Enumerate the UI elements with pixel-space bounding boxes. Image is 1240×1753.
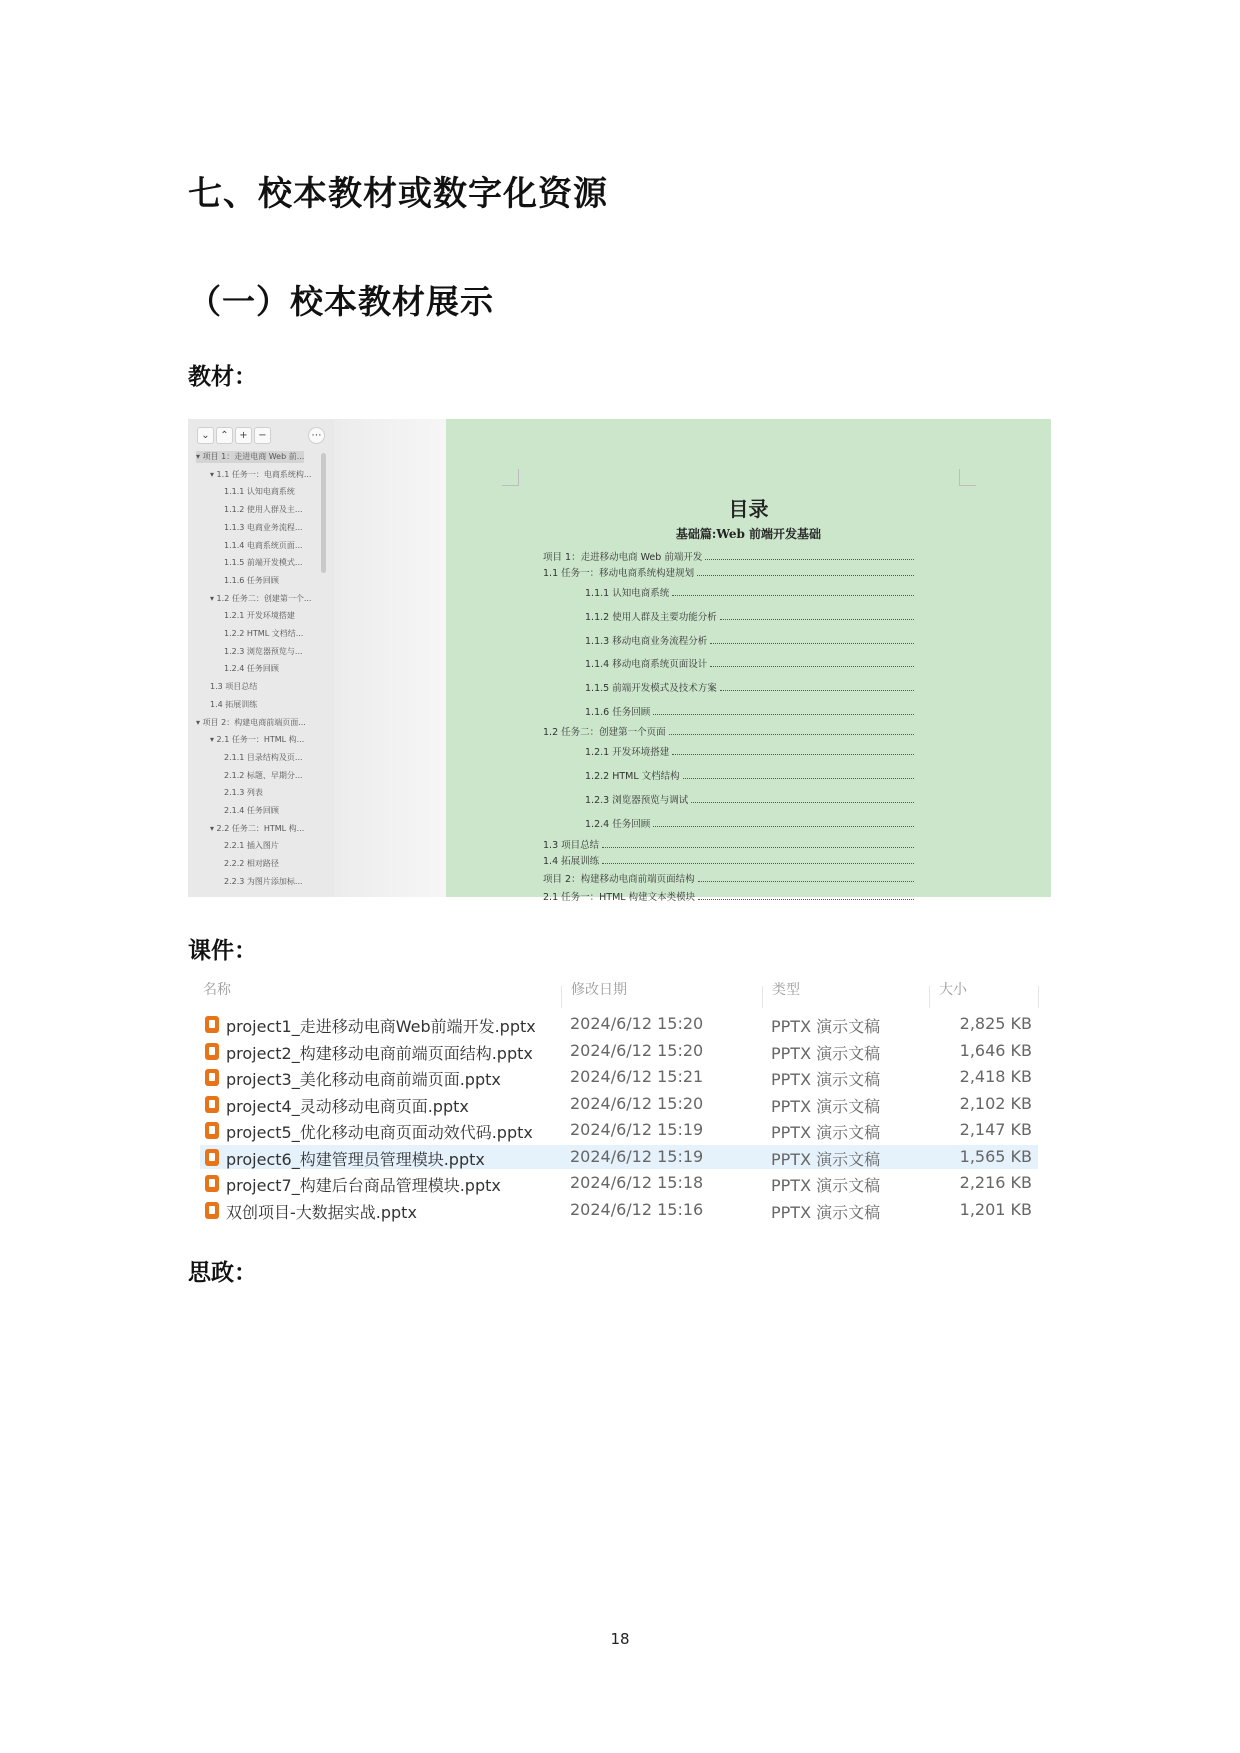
file-size: 1,565 KB [959,1146,1032,1166]
file-modified-date: 2024/6/12 15:18 [570,1173,704,1192]
nav-tree-item[interactable]: 1.1.1 认知电商系统 [224,487,295,497]
toc-leader-dots [691,802,914,803]
toc-subtitle: 基础篇:Web 前端开发基础 [675,527,822,541]
navigation-scrollbar[interactable] [321,453,326,573]
file-name: project4_灵动移动电商页面.pptx [226,1096,469,1116]
toc-leader-dots [720,619,914,620]
nav-tree-item[interactable]: 1.2.2 HTML 文档结... [224,629,304,638]
file-name: project7_构建后台商品管理模块.pptx [226,1176,501,1195]
nav-tree-item[interactable]: 1.2.1 开发环境搭建 [224,611,295,621]
nav-tree-item[interactable]: 1.1.4 电商系统页面... [224,540,303,550]
textbook-screenshot [188,419,1051,903]
pane-divider [334,419,446,897]
toc-entry[interactable] [585,816,916,830]
file-modified-date: 2024/6/12 15:20 [570,1014,704,1033]
toc-entry-label: 1.2 任务二：创建第一个页面 [543,727,666,738]
pptx-file-icon [205,1043,219,1060]
section-heading: 七、校本教材或数字化资源 [188,174,608,214]
file-row[interactable] [200,1092,1038,1116]
toc-entry-label: 1.1 任务一：移动电商系统构建规划 [543,568,695,579]
toc-leader-dots [710,643,914,644]
file-name: project6_构建管理员管理模块.pptx [226,1149,485,1169]
toc-leader-dots [720,690,914,691]
file-row[interactable] [200,1118,1038,1142]
toc-entry-label: 1.2.1 开发环境搭建 [585,747,670,758]
pptx-file-icon [205,1202,219,1219]
toc-entry-label: 项目 1：走进移动电商 Web 前端开发 [543,552,703,563]
toc-title: 目录 [728,497,769,521]
toc-entry-label: 1.1.4 移动电商系统页面设计 [585,659,708,670]
toc-entry[interactable] [543,837,916,851]
nav-tree-item[interactable]: 1.1.6 任务回顾 [224,575,279,585]
remove-icon[interactable]: − [254,427,271,444]
file-type: PPTX 演示文稿 [771,1017,881,1036]
file-type: PPTX 演示文稿 [771,1149,881,1169]
toc-entry-label: 1.2.3 浏览器预览与调试 [585,795,689,806]
toc-entry[interactable] [543,565,916,579]
toc-entry[interactable] [585,633,916,647]
toc-entry-label: 1.4 拓展训练 [543,856,600,867]
file-modified-date: 2024/6/12 15:20 [570,1040,704,1060]
toc-entry-label: 1.3 项目总结 [543,840,600,851]
file-modified-date: 2024/6/12 15:20 [570,1093,704,1113]
toc-entry-label: 1.2.4 任务回顾 [585,819,651,830]
toc-leader-dots [683,778,914,779]
pptx-file-icon [205,1149,219,1166]
file-modified-date: 2024/6/12 15:19 [570,1120,704,1139]
toc-entry-label: 1.2.2 HTML 文档结构 [585,771,680,782]
toc-leader-dots [602,847,914,848]
pptx-file-icon [205,1069,219,1086]
more-options-icon[interactable]: ⋯ [308,427,325,444]
file-size: 2,102 KB [959,1093,1032,1113]
nav-tree-item[interactable]: 2.2.1 插入图片 [224,841,279,851]
toc-leader-dots [705,559,914,560]
file-name: project2_构建移动电商前端页面结构.pptx [226,1043,533,1063]
toc-entry[interactable] [585,585,916,599]
toc-entry[interactable] [585,744,916,758]
nav-tree-item[interactable]: ▾ 项目 1：走进电商 Web 前... [196,452,305,461]
file-name: 双创项目-大数据实战.pptx [226,1202,417,1222]
nav-tree-item[interactable]: 1.2.3 浏览器预览与... [224,646,303,656]
document-page [446,419,1051,903]
toc-entry[interactable] [543,549,916,563]
file-modified-date: 2024/6/12 15:16 [570,1199,704,1219]
toc-leader-dots [697,575,914,576]
nav-tree-item[interactable]: 1.1.5 前端开发模式... [224,558,303,568]
toc-entry[interactable] [543,889,916,903]
margin-mark [502,469,519,486]
file-type: PPTX 演示文稿 [771,1176,881,1195]
file-modified-date: 2024/6/12 15:19 [570,1146,704,1166]
file-size: 1,201 KB [959,1199,1032,1219]
file-type: PPTX 演示文稿 [771,1202,881,1222]
toc-leader-dots [698,881,914,882]
column-header-name[interactable]: 名称 [203,982,231,998]
page-number: 18 [610,1630,630,1648]
file-size: 2,147 KB [959,1120,1032,1139]
file-name: project5_优化移动电商页面动效代码.pptx [226,1123,533,1142]
nav-tree-item[interactable]: 2.2.2 相对路径 [224,859,279,869]
toc-leader-dots [653,714,914,715]
toc-entry-label: 1.1.2 使用人群及主要功能分析 [585,612,717,623]
file-type: PPTX 演示文稿 [771,1123,881,1142]
chevron-up-icon[interactable]: ⌃ [216,427,233,444]
nav-tree-item[interactable]: 1.3 项目总结 [210,682,258,692]
file-type: PPTX 演示文稿 [771,1070,881,1089]
toc-entry[interactable] [585,792,916,806]
textbook-label: 教材： [188,364,257,390]
navigation-pane [188,419,334,897]
margin-mark [959,469,976,486]
nav-tree-item[interactable]: 2.1.2 标题、早期分... [224,770,303,780]
file-row[interactable] [200,1039,1038,1063]
toc-leader-dots [698,899,914,900]
nav-tree-item[interactable]: 1.1.3 电商业务流程... [224,522,303,532]
toc-entry-label: 1.1.1 认知电商系统 [585,588,670,599]
toc-entry-label: 1.1.3 移动电商业务流程分析 [585,636,708,647]
ideology-label: 思政： [188,1260,257,1286]
toc-entry-label: 1.1.6 任务回顾 [585,707,651,718]
toc-leader-dots [669,734,914,735]
file-row[interactable] [200,1065,1038,1089]
file-row[interactable] [200,1171,1038,1195]
column-divider[interactable] [929,986,930,1008]
toc-leader-dots [672,754,914,755]
nav-tree-item[interactable]: 1.1.2 使用人群及主... [224,505,303,515]
file-name: project1_走进移动电商Web前端开发.pptx [226,1017,536,1036]
file-size: 2,825 KB [959,1014,1032,1033]
nav-tree-item[interactable]: 2.1.3 列表 [224,788,263,798]
nav-tree-item[interactable]: 1.4 拓展训练 [210,699,258,709]
nav-tree-item[interactable]: 2.1.4 任务回顾 [224,806,279,815]
toc-leader-dots [602,863,914,864]
file-size: 2,418 KB [959,1067,1032,1086]
toc-leader-dots [653,826,914,827]
file-type: PPTX 演示文稿 [771,1043,881,1063]
nav-tree-item[interactable]: 1.2.4 任务回顾 [224,664,279,674]
courseware-file-list [188,982,1044,1236]
toc-entry-label: 项目 2：构建移动电商前端页面结构 [543,874,695,885]
file-size: 2,216 KB [959,1173,1032,1192]
column-divider[interactable] [561,986,562,1008]
nav-tree-item[interactable]: ▾ 1.1 任务一：电商系统构... [210,469,312,479]
file-modified-date: 2024/6/12 15:21 [570,1067,704,1086]
file-type: PPTX 演示文稿 [771,1096,881,1116]
pptx-file-icon [205,1096,219,1113]
toc-entry[interactable] [543,853,916,867]
nav-tree-item[interactable]: 2.2.3 为图片添加标... [224,876,303,886]
navigation-toolbar [194,425,328,445]
toc-entry[interactable] [585,680,916,694]
column-header-size[interactable]: 大小 [939,982,967,998]
file-row[interactable] [200,1012,1038,1036]
nav-tree-item[interactable]: ▾ 项目 2：构建电商前端页面... [196,717,306,727]
column-divider[interactable] [1038,986,1039,1008]
column-divider[interactable] [762,986,763,1008]
chevron-down-icon[interactable]: ⌄ [197,427,214,444]
pptx-file-icon [205,1122,219,1139]
toc-leader-dots [710,666,914,667]
file-name: project3_美化移动电商前端页面.pptx [226,1070,501,1089]
toc-leader-dots [672,595,914,596]
subsection-heading: （一）校本教材展示 [188,282,494,321]
nav-tree-item[interactable]: ▾ 1.2 任务二：创建第一个... [210,593,312,603]
toc-entry-label: 1.1.5 前端开发模式及技术方案 [585,683,717,694]
toc-entry[interactable] [585,609,916,623]
file-size: 1,646 KB [959,1040,1032,1060]
courseware-label: 课件： [188,938,257,964]
pptx-file-icon [205,1175,219,1192]
column-header-type[interactable]: 类型 [772,982,800,998]
toc-entry[interactable] [543,871,916,885]
toc-entry[interactable] [543,724,916,738]
file-row[interactable] [200,1145,1038,1169]
file-row[interactable] [200,1198,1038,1222]
nav-tree-item[interactable]: ▾ 2.1 任务一：HTML 构... [210,735,305,745]
nav-tree-item[interactable]: 2.1.1 目录结构及页... [224,752,303,762]
toc-entry[interactable] [585,704,916,718]
pptx-file-icon [205,1016,219,1033]
toc-entry[interactable] [585,768,916,782]
add-icon[interactable]: + [235,427,252,444]
nav-tree-item[interactable]: ▾ 2.2 任务二：HTML 构... [210,823,305,833]
toc-entry-label: 2.1 任务一：HTML 构建文本类模块 [543,892,696,903]
column-header-date[interactable]: 修改日期 [571,982,627,998]
toc-entry[interactable] [585,656,916,670]
